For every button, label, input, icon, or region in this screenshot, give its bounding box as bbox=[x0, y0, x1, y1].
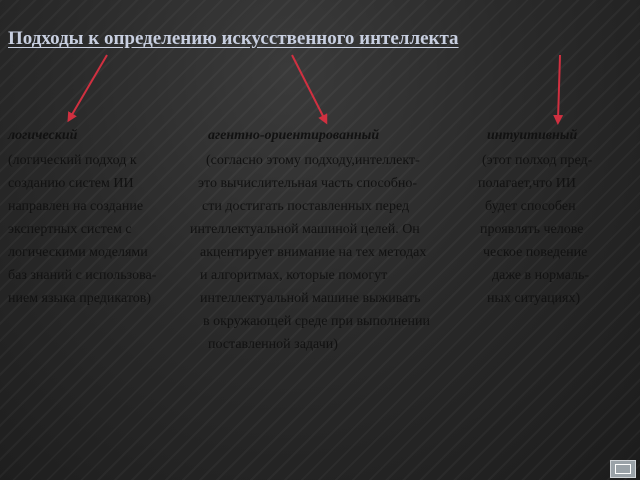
intuitive-text-line: ческое поведение bbox=[483, 245, 588, 260]
agent-text-line: и алгоритмах, которые помогут bbox=[200, 268, 388, 283]
agent-text-line: это вычислительная часть способно- bbox=[198, 176, 418, 191]
logical-text-line: созданию систем ИИ bbox=[8, 176, 134, 191]
column-heading-agent: агентно-ориентированный bbox=[208, 128, 380, 143]
logical-text-line: (логический подход к bbox=[8, 153, 137, 168]
arrow-to-logical bbox=[70, 55, 107, 118]
agent-text-line: в окружающей среде при выполнении bbox=[203, 314, 430, 329]
agent-text-line: (согласно этому подходу,интеллект- bbox=[206, 153, 420, 168]
arrow-to-agent bbox=[292, 55, 325, 120]
intuitive-text-line: будет способен bbox=[485, 199, 576, 214]
slide-nav-icon bbox=[615, 464, 631, 474]
agent-text-line: интеллектуальной машине выживать bbox=[200, 291, 421, 306]
logical-text-line: баз знаний с использова- bbox=[8, 268, 157, 283]
slide-title: Подходы к определению искусственного интеллекта bbox=[8, 28, 459, 49]
intuitive-text-line: полагает,что ИИ bbox=[478, 176, 576, 191]
intuitive-text-line: (этот полход пред- bbox=[482, 153, 593, 168]
logical-text-line: экспертных систем с bbox=[8, 222, 132, 237]
logical-text-line: нием языка предикатов) bbox=[8, 291, 152, 306]
agent-text-line: интеллектуальной машиной целей. Он bbox=[190, 222, 420, 237]
slide-nav-button[interactable] bbox=[610, 460, 636, 478]
agent-text-line: поставленной задачи) bbox=[208, 337, 338, 352]
intuitive-text-line: ных ситуациях) bbox=[487, 291, 581, 306]
column-heading-intuitive: интуитивный bbox=[487, 128, 578, 143]
logical-text-line: направлен на создание bbox=[8, 199, 144, 214]
logical-text-line: логическими моделями bbox=[8, 245, 148, 260]
intuitive-text-line: проявлять челове bbox=[480, 222, 584, 237]
arrow-to-intuitive bbox=[558, 55, 560, 120]
intuitive-text-line: даже в нормаль- bbox=[492, 268, 590, 283]
agent-text-line: акцентирует внимание на тех методах bbox=[200, 245, 427, 260]
column-heading-logical: логический bbox=[8, 128, 78, 143]
agent-text-line: сти достигать поставленных перед bbox=[202, 199, 410, 214]
